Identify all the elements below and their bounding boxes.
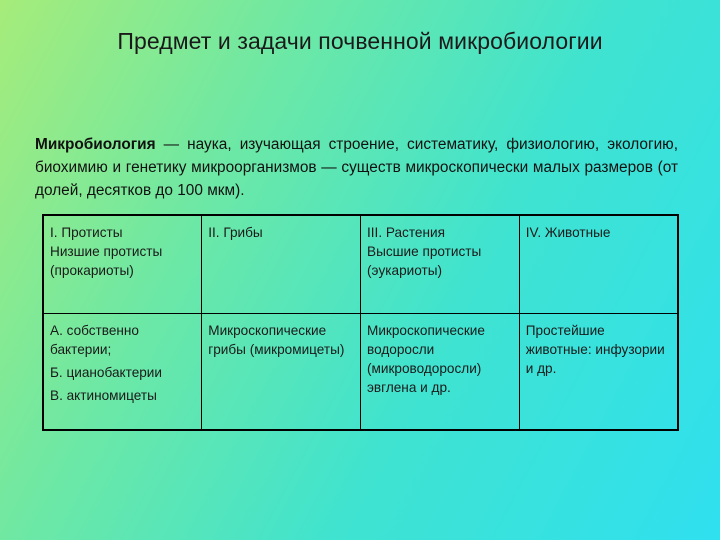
- table-body-row: [43, 314, 678, 431]
- intro-paragraph: [35, 133, 678, 202]
- cell-protozoa: [519, 314, 678, 431]
- header-line: III. Растения: [367, 225, 445, 240]
- intro-definition: — наука, изучающая строение, систематику, физиологию, экологию, биохимию и генетику микроорганизмов — существ микроскопически малых размеров (от долей, десятков до 100 мкм).: [35, 136, 678, 199]
- header-line: (прокариоты): [50, 263, 134, 278]
- header-line: IV. Животные: [525, 225, 611, 240]
- slide-title: Предмет и задачи почвенной микробиологии: [117, 28, 603, 54]
- cell-line: Микроскопические грибы (микромицеты): [208, 323, 345, 357]
- cell-line: А. собственно бактерии;: [50, 323, 139, 357]
- cell-microalgae: [361, 314, 520, 431]
- cell-line: Простейшие животные: инфузории и др.: [525, 323, 665, 376]
- classification-table: [42, 214, 679, 431]
- cell-line: Микроскопические водоросли (микроводоросли) эвглена и др.: [367, 323, 485, 395]
- header-line: Высшие протисты: [367, 244, 482, 259]
- header-fungi: [202, 215, 361, 314]
- intro-term: Микробиология: [35, 136, 156, 153]
- header-protists: [43, 215, 202, 314]
- header-animals: [519, 215, 678, 314]
- header-line: (эукариоты): [367, 263, 443, 278]
- cell-micromycetes: [202, 314, 361, 431]
- table-header-row: [43, 215, 678, 314]
- cell-bacteria: [43, 314, 202, 431]
- header-plants: [361, 215, 520, 314]
- header-line: I. Протисты: [50, 225, 123, 240]
- cell-line: В. актиномицеты: [50, 388, 157, 403]
- cell-line: Б. цианобактерии: [50, 365, 162, 380]
- header-line: II. Грибы: [208, 225, 263, 240]
- header-line: Низшие протисты: [50, 244, 163, 259]
